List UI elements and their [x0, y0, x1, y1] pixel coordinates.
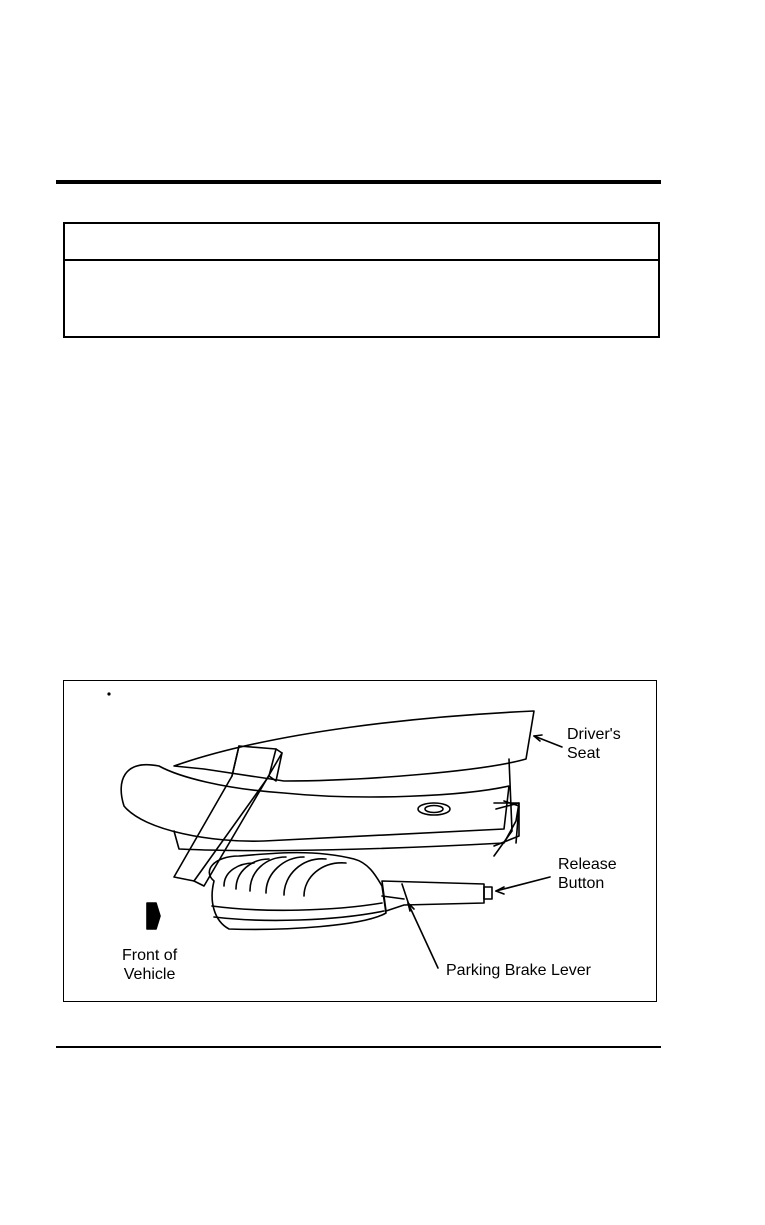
parking-brake-handle — [382, 881, 484, 911]
header-rule — [56, 180, 661, 184]
lever-leader — [408, 903, 438, 968]
brake-boot — [209, 853, 386, 930]
parking-brake-lever-label: Parking Brake Lever — [446, 962, 591, 979]
seat-base — [174, 803, 519, 851]
footer-rule — [56, 1046, 661, 1048]
release-leader — [496, 877, 550, 891]
notice-divider — [65, 259, 658, 261]
drivers-seat-label: Driver's Seat — [567, 726, 621, 762]
release-button-label: Release Button — [558, 856, 617, 892]
seat-leader — [534, 736, 562, 747]
release-button-knob — [484, 887, 492, 899]
notice-box — [63, 222, 660, 338]
arrow-right-icon — [147, 903, 160, 929]
seat-cushion-outline — [174, 711, 534, 781]
front-of-vehicle-label: Front of Vehicle — [122, 947, 178, 983]
seatbelt-stalk — [174, 746, 276, 881]
parking-brake-figure — [63, 680, 657, 1002]
seat-front-bolster — [121, 765, 509, 842]
